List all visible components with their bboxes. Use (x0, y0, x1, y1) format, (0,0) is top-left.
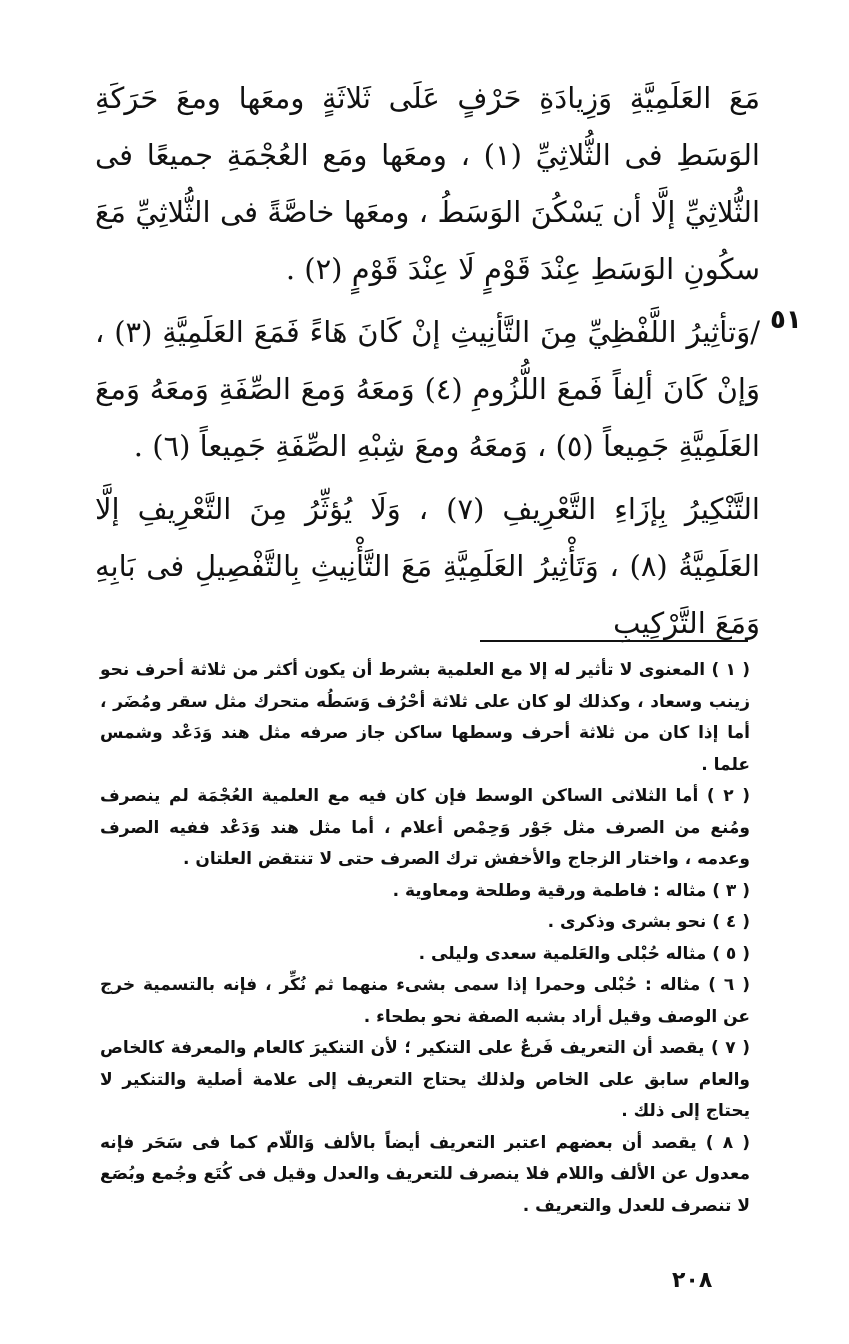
footnote-7: ( ٧ ) يقصد أن التعريف فَرعٌ على التنكير ؛ لأن التنكيرَ كالعام والمعرفة كالخاص والعام سابق على الخاص ولذلك يحتاج التعريف إلى علامة أصلية والتنكير لا يحتاج إلى ذلك . (100, 1038, 750, 1121)
main-paragraph-1: مَعَ العَلَمِيَّةِ وَزِيادَةِ حَرْفٍ عَلَى ثَلاثَةٍ ومعَها ومعَ حَرَكَةِ الوَسَطِ فى الثُّلاثِيِّ (١) ، ومعَها ومَع العُجْمَةِ جميعًا فى الثُّلاثِيِّ إلَّا أن يَسْكُنَ الوَسَطُ ، ومعَها خاصَّةً فى الثُّلاثِيِّ مَعَ سكُونِ الوَسَطِ عِنْدَ قَوْمٍ لَا عِنْدَ قَوْمٍ (٢) . (95, 81, 760, 286)
page-number: ٢٠٨ (672, 1268, 713, 1293)
footnote-separator-rule (480, 640, 748, 642)
main-paragraph-3: التَّنْكِيرُ بِإزَاءِ التَّعْرِيفِ (٧) ، وَلَا يُؤثِّرُ مِنَ التَّعْرِيفِ إلَّا العَلَمِيَّةُ (٨) ، وَتَأْثِيرُ العَلَمِيَّةِ مَعَ التَّأْنِيثِ بِالتَّفْصِيلِ فى بَابِهِ وَمَعَ التَّرْكِيبِ (95, 492, 760, 640)
footnote-1: ( ١ ) المعنوى لا تأثير له إلا مع العلمية بشرط أن يكون أكثر من ثلاثة أحرف نحو زينب وسعاد ، وكذلك لو كان على ثلاثة أحْرُف وَسَطُه متحرك مثل سقر ومُضَر ، أما إذا كان من ثلاثة أحرف وسطها ساكن جاز صرفه مثل هند وَدَعْد وشمس علما . (100, 660, 750, 775)
main-paragraph-2: /وَتأثِيرُ اللَّفْظِيِّ مِنَ التَّأنِيثِ إنْ كَانَ هَاءً فَمَعَ العَلَمِيَّةِ (٣) ، وَإنْ كَانَ ألِفاً فَمعَ اللُّزُومِ (٤) وَمعَهُ وَمعَ الصِّفَةِ وَمعَهُ وَمعَ العَلَمِيَّةِ جَمِيعاً (٥) ، وَمعَهُ ومعَ شِبْهِ الصِّفَةِ جَمِيعاً (٦) . (95, 315, 760, 463)
footnote-3: ( ٣ ) مثاله : فاطمة ورقية وطلحة ومعاوية . (392, 880, 750, 901)
footnote-8: ( ٨ ) يقصد أن بعضهم اعتبر التعريف أيضاً بالألف وَاللّام كما فى سَحَر فإنه معدول عن الألف واللام فلا ينصرف للتعريف والعدل وقيل فى كُتَع وجُمع وبُصَع لا تنصرف للعدل والتعريف . (100, 1132, 750, 1216)
footnote-4: ( ٤ ) نحو بشرى وذكرى . (547, 912, 750, 932)
footnote-6: ( ٦ ) مثاله : حُبْلى وحمرا إذا سمى بشىء منهما ثم نُكِّر ، فإنه بالتسمية خرج عن الوصف وقيل أراد بشبه الصفة نحو بطحاء . (100, 975, 750, 1027)
margin-page-marker: ٥١ (770, 305, 802, 335)
footnote-2: ( ٢ ) أما الثلاثى الساكن الوسط فإن كان فيه مع العلمية العُجْمَة لم ينصرف ومُنع من الصرف مثل جَوْر وَحِمْص أعلام ، أما مثل هند وَدَعْد ففيه الصرف وعدمه ، واختار الزجاج والأخفش ترك الصرف حتى لا تنتقض العلتان . (100, 786, 750, 869)
main-text-body (95, 70, 760, 652)
footnotes-section (100, 655, 750, 1222)
footnote-5: ( ٥ ) مثاله حُبْلى والعَلمية سعدى وليلى . (418, 943, 750, 964)
